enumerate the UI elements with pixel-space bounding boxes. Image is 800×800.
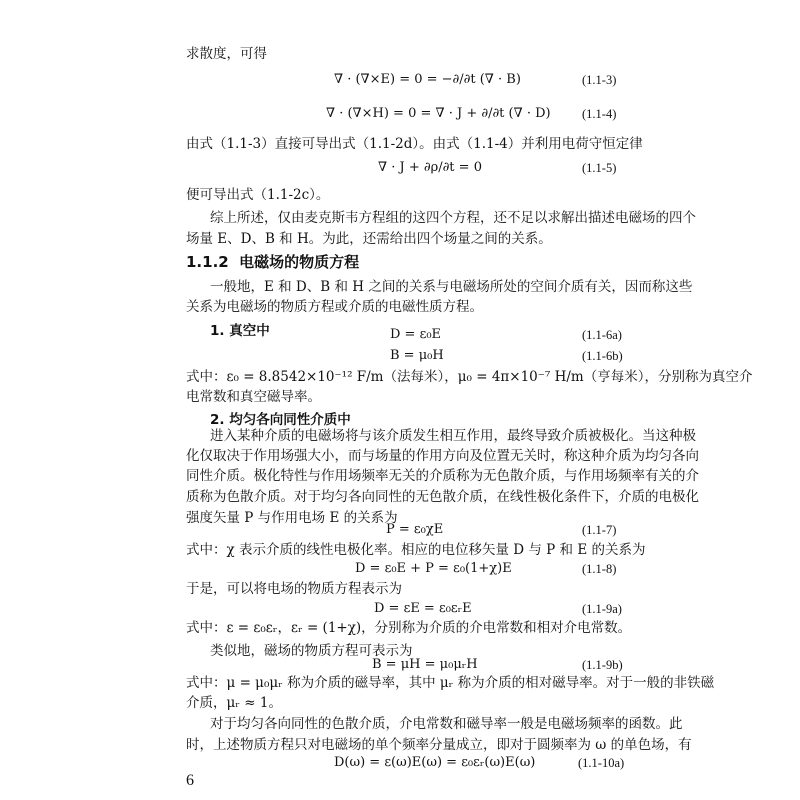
text-line: 对于均匀各向同性的色散介质，介电常数和磁导率一般是电磁场频率的函数。此 xyxy=(210,716,683,732)
text-line: 进入某种介质的电磁场将与该介质发生相互作用，最终导致介质被极化。当这种极 xyxy=(210,428,696,444)
equation: ∇ · (∇×H) = 0 = ∇ · J + ∂/∂t (∇ · D) xyxy=(326,106,551,121)
page-number: 6 xyxy=(186,772,194,789)
text-line: 式中：ε₀ = 8.8542×10⁻¹² F/m（法每米），μ₀ = 4π×10⁻⁷ H/m（亨每米），分别称为真空介 xyxy=(186,369,753,385)
equation-number: (1.1-7) xyxy=(582,523,617,537)
equation: ∇ · J + ∂ρ/∂t = 0 xyxy=(378,160,482,175)
equation: P = ε₀χE xyxy=(386,522,444,537)
equation-number: (1.1-10a) xyxy=(578,756,625,770)
equation: B = μH = μ₀μᵣH xyxy=(372,657,478,672)
equation: D(ω) = ε(ω)E(ω) = ε₀εᵣ(ω)E(ω) xyxy=(334,755,536,770)
equation: D = ε₀E + P = ε₀(1+χ)E xyxy=(355,561,512,576)
equation-number: (1.1-6b) xyxy=(582,349,623,363)
text-line: 场量 E、D、B 和 H。为此，还需给出四个场量之间的关系。 xyxy=(186,231,552,247)
text-line: 一般地，E 和 D、B 和 H 之间的关系与电磁场所处的空间介质有关，因而称这些 xyxy=(210,279,693,295)
text-line: 电常数和真空磁导率。 xyxy=(186,389,321,405)
equation-number: (1.1-6a) xyxy=(582,328,622,342)
text-line: 类似地，磁场的物质方程可表示为 xyxy=(210,643,413,659)
text-line: 强度矢量 P 与作用电场 E 的关系为 xyxy=(186,510,398,526)
equation: D = εE = ε₀εᵣE xyxy=(374,601,472,616)
text-line: 同性介质。极化特性与作用场频率无关的介质称为无色散介质，与作用场频率有关的介 xyxy=(186,468,699,484)
subsection-heading: 1. 真空中 xyxy=(210,323,270,339)
text-line: 求散度，可得 xyxy=(186,46,267,62)
text-line: 于是，可以将电场的物质方程表示为 xyxy=(186,581,402,597)
text-line: 式中：χ 表示介质的线性电极化率。相应的电位移矢量 D 与 P 和 E 的关系为 xyxy=(186,542,646,558)
section-title: 电磁场的物质方程 xyxy=(239,253,360,271)
text-line: 关系为电磁场的物质方程或介质的电磁性质方程。 xyxy=(186,299,483,315)
text-line: 由式（1.1-3）直接可导出式（1.1-2d）。由式（1.1-4）并利用电荷守恒定律 xyxy=(186,136,643,152)
equation-number: (1.1-9a) xyxy=(582,602,622,616)
text-line: 式中：μ = μ₀μᵣ 称为介质的磁导率，其中 μᵣ 称为介质的相对磁导率。对于一般的非铁磁 xyxy=(186,675,715,691)
equation: B = μ₀H xyxy=(390,348,444,363)
subsection-heading: 2. 均匀各向同性介质中 xyxy=(210,412,351,428)
text-line: 综上所述，仅由麦克斯韦方程组的这四个方程，还不足以求解出描述电磁场的四个 xyxy=(210,210,696,226)
equation-number: (1.1-3) xyxy=(582,73,617,87)
equation: D = ε₀E xyxy=(390,327,442,342)
text-line: 时，上述物质方程只对电磁场的单个频率分量成立，即对于圆频率为 ω 的单色场，有 xyxy=(186,737,692,753)
section-number: 1.1.2 xyxy=(186,253,229,271)
equation-number: (1.1-5) xyxy=(582,161,617,175)
equation-number: (1.1-9b) xyxy=(582,658,623,672)
equation-number: (1.1-4) xyxy=(582,107,617,121)
text-line: 便可导出式（1.1-2c）。 xyxy=(186,187,330,203)
text-line: 介质，μᵣ ≈ 1。 xyxy=(186,695,282,711)
text-line: 质称为色散介质。对于均匀各向同性的无色散介质，在线性极化条件下，介质的电极化 xyxy=(186,489,699,505)
text-line: 化仅取决于作用场强大小，而与场量的作用方向及位置无关时，称这种介质为均匀各向 xyxy=(186,448,699,464)
equation-number: (1.1-8) xyxy=(582,562,617,576)
text-line: 式中：ε = ε₀εᵣ，εᵣ = (1+χ)，分别称为介质的介电常数和相对介电常数。 xyxy=(186,620,632,636)
equation: ∇ · (∇×E) = 0 = −∂/∂t (∇ · B) xyxy=(334,72,521,87)
section-heading xyxy=(186,251,359,272)
